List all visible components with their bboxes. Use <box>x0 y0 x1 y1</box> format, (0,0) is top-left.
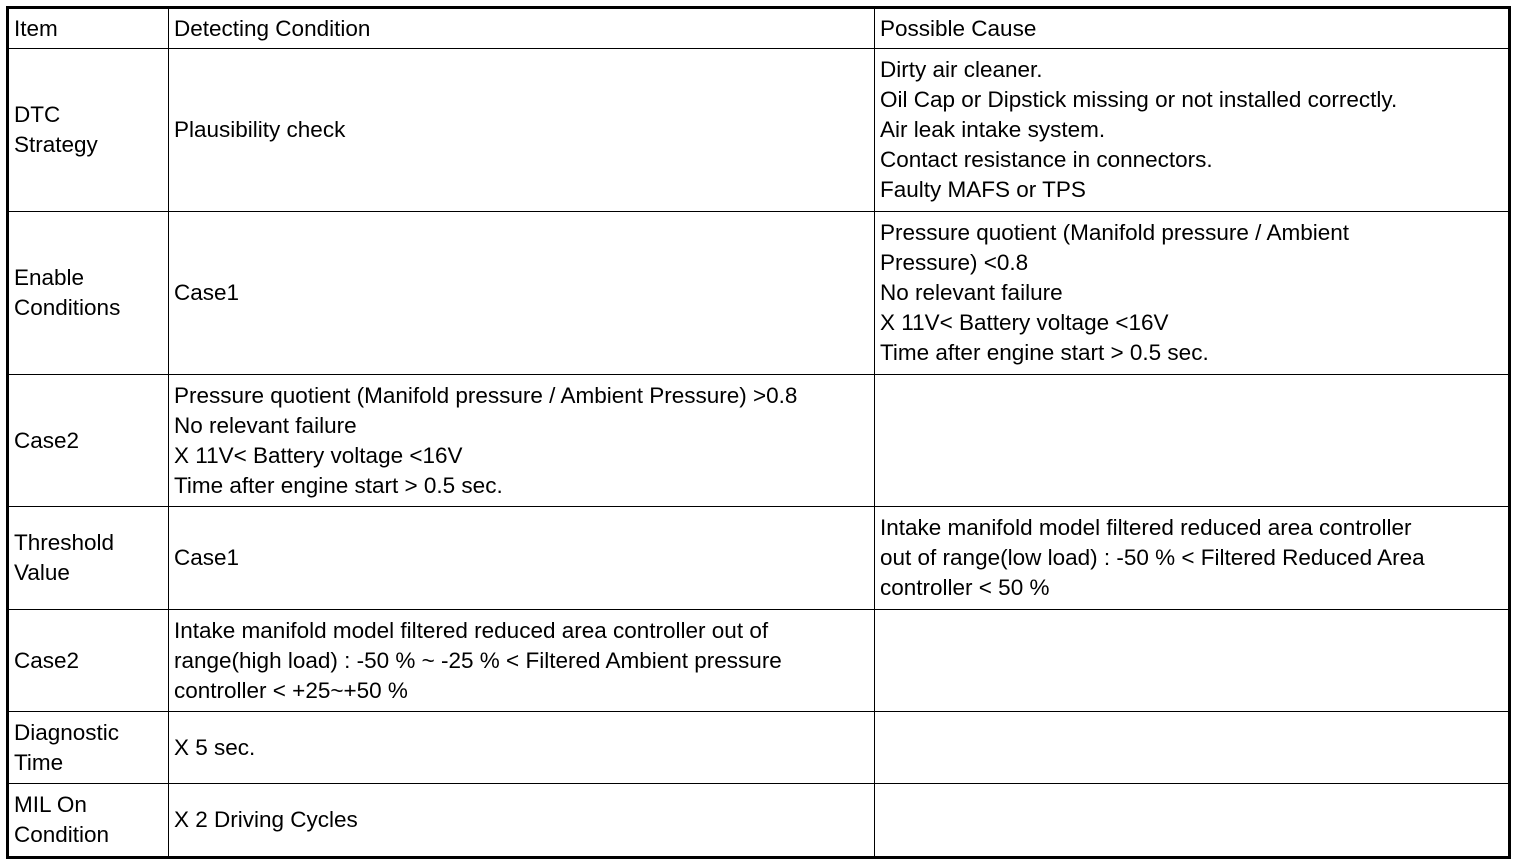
condition-cell <box>169 375 875 507</box>
cause-text: Pressure quotient (Manifold pressure / Ambient <box>880 220 1349 245</box>
table-row <box>8 375 1510 507</box>
cause-text: Contact resistance in connectors. <box>880 147 1213 172</box>
item-cell <box>8 375 169 507</box>
condition-text: X 11V< Battery voltage <16V <box>174 442 463 468</box>
cause-text: Faulty MAFS or TPS <box>880 177 1086 202</box>
item-cell <box>8 712 169 784</box>
table-row <box>8 712 1510 784</box>
condition-text: controller < +25~+50 % <box>174 677 408 703</box>
condition-text: range(high load) : -50 % ~ -25 % < Filtered Ambient pressure <box>174 647 782 673</box>
cause-cell <box>875 610 1510 712</box>
condition-text: Plausibility check <box>174 117 346 142</box>
item-cell <box>8 212 169 375</box>
cause-text: No relevant failure <box>880 280 1063 305</box>
cause-text: Oil Cap or Dipstick missing or not installed correctly. <box>880 87 1398 112</box>
item-text: DTC <box>14 102 61 127</box>
table-row <box>8 212 1510 375</box>
item-text: Conditions <box>14 295 121 320</box>
item-text: Condition <box>14 822 110 847</box>
item-text: Case2 <box>14 427 80 453</box>
condition-cell <box>169 212 875 375</box>
item-cell <box>8 507 169 610</box>
item-text: MIL On <box>14 792 87 817</box>
item-text: Strategy <box>14 132 98 157</box>
cause-text: controller < 50 % <box>880 575 1050 600</box>
cause-cell <box>875 507 1510 610</box>
cause-text: X 11V< Battery voltage <16V <box>880 310 1169 335</box>
item-text: Diagnostic <box>14 719 120 745</box>
cause-text: Time after engine start > 0.5 sec. <box>880 340 1209 365</box>
header-item: Item <box>8 8 169 49</box>
condition-text: Case1 <box>174 545 240 570</box>
item-text: Time <box>14 749 64 775</box>
condition-text: Pressure quotient (Manifold pressure / Ambient Pressure) >0.8 <box>174 382 798 408</box>
header-detecting-condition: Detecting Condition <box>169 8 875 49</box>
condition-text: X 5 sec. <box>174 734 256 760</box>
item-text: Threshold <box>14 530 115 555</box>
cause-cell <box>875 712 1510 784</box>
condition-text: Case1 <box>174 280 240 305</box>
header-possible-cause: Possible Cause <box>875 8 1510 49</box>
condition-text: Intake manifold model filtered reduced area controller out of <box>174 617 769 643</box>
item-cell <box>8 610 169 712</box>
cause-text: Intake manifold model filtered reduced area controller <box>880 515 1412 540</box>
item-cell <box>8 784 169 858</box>
cause-cell <box>875 784 1510 858</box>
condition-text: No relevant failure <box>174 412 357 438</box>
item-text: Value <box>14 560 70 585</box>
table-row <box>8 507 1510 610</box>
cause-cell <box>875 212 1510 375</box>
item-text: Case2 <box>14 647 80 673</box>
cause-text: Air leak intake system. <box>880 117 1106 142</box>
cause-cell <box>875 49 1510 212</box>
item-text: Enable <box>14 265 85 290</box>
item-cell <box>8 49 169 212</box>
condition-text: Time after engine start > 0.5 sec. <box>174 472 503 498</box>
cause-text: Pressure) <0.8 <box>880 250 1029 275</box>
cause-text: Dirty air cleaner. <box>880 57 1043 82</box>
cause-text: out of range(low load) : -50 % < Filtered Reduced Area <box>880 545 1425 570</box>
diagnostic-spec-table <box>6 6 1511 859</box>
table-row <box>8 610 1510 712</box>
header-row <box>8 8 1510 49</box>
table-row <box>8 784 1510 858</box>
condition-cell <box>169 610 875 712</box>
cause-cell <box>875 375 1510 507</box>
condition-text: X 2 Driving Cycles <box>174 807 358 832</box>
table-row <box>8 49 1510 212</box>
condition-cell <box>169 784 875 858</box>
condition-cell <box>169 49 875 212</box>
condition-cell <box>169 712 875 784</box>
condition-cell <box>169 507 875 610</box>
